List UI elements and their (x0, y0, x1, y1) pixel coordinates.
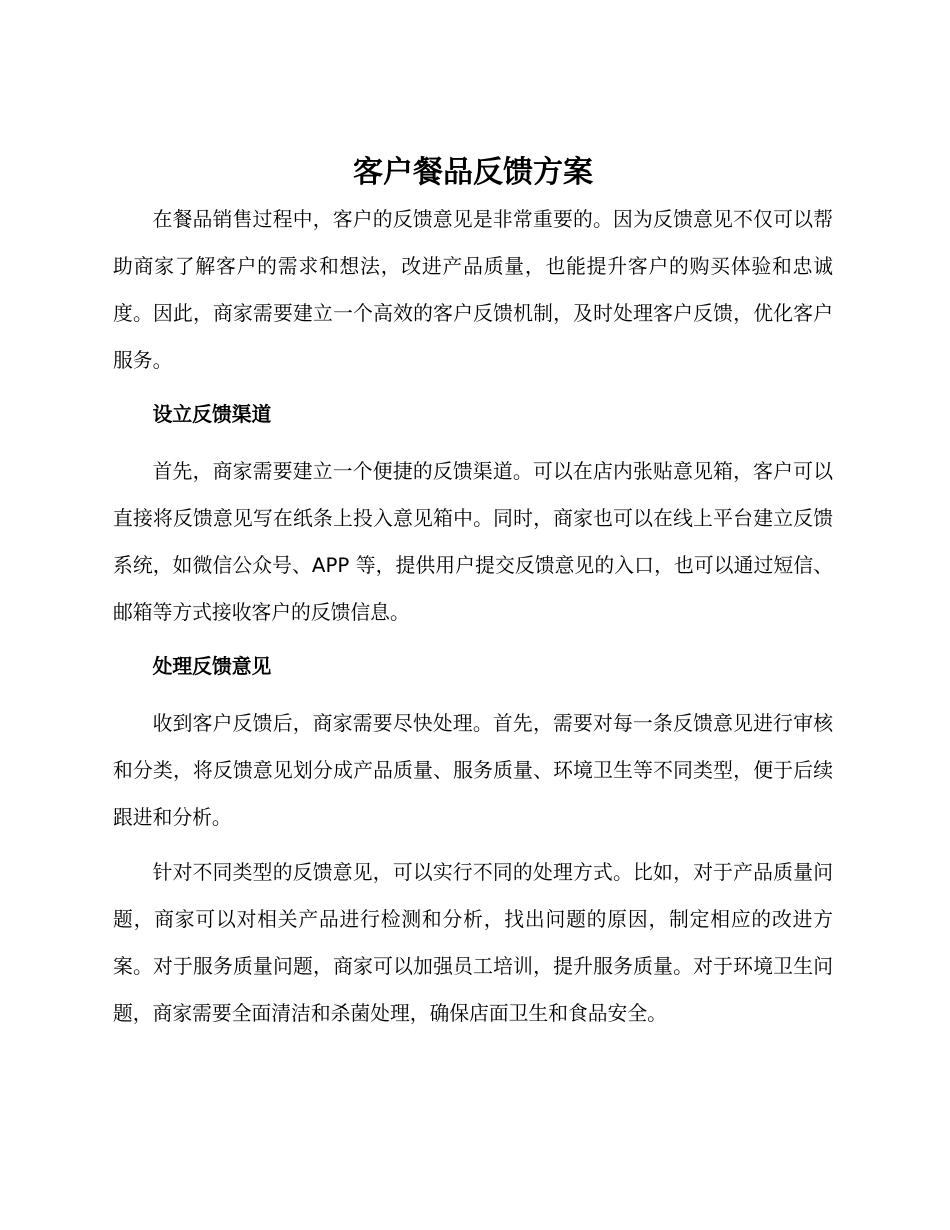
section-heading-handle-feedback: 处理反馈意见 (152, 655, 272, 678)
document-page (113, 150, 833, 1037)
feedback-channels-paragraph: 首先，商家需要建立一个便捷的反馈渠道。可以在店内张贴意见箱，客户可以直接将反馈意见写在纸条上投入意见箱中。同时，商家也可以在线上平台建立反馈系统，如微信公众号、APP 等，提供用户提交反馈意见的入口，也可以通过短信、邮箱等方式接收客户的反馈信息。 (113, 460, 833, 624)
section-heading-feedback-channels: 设立反馈渠道 (152, 403, 272, 426)
document-title: 客户餐品反馈方案 (353, 155, 593, 190)
intro-paragraph: 在餐品销售过程中，客户的反馈意见是非常重要的。因为反馈意见不仅可以帮助商家了解客户的需求和想法，改进产品质量，也能提升客户的购买体验和忠诚度。因此，商家需要建立一个高效的客户反馈机制，及时处理客户反馈，优化客户服务。 (113, 208, 833, 372)
handle-feedback-paragraph-1: 收到客户反馈后，商家需要尽快处理。首先，需要对每一条反馈意见进行审核和分类，将反馈意见划分成产品质量、服务质量、环境卫生等不同类型，便于后续跟进和分析。 (113, 712, 833, 829)
handle-feedback-paragraph-2: 针对不同类型的反馈意见，可以实行不同的处理方式。比如，对于产品质量问题，商家可以对相关产品进行检测和分析，找出问题的原因，制定相应的改进方案。对于服务质量问题，商家可以加强员工培训，提升服务质量。对于环境卫生问题，商家需要全面清洁和杀菌处理，确保店面卫生和食品安全。 (113, 861, 833, 1025)
